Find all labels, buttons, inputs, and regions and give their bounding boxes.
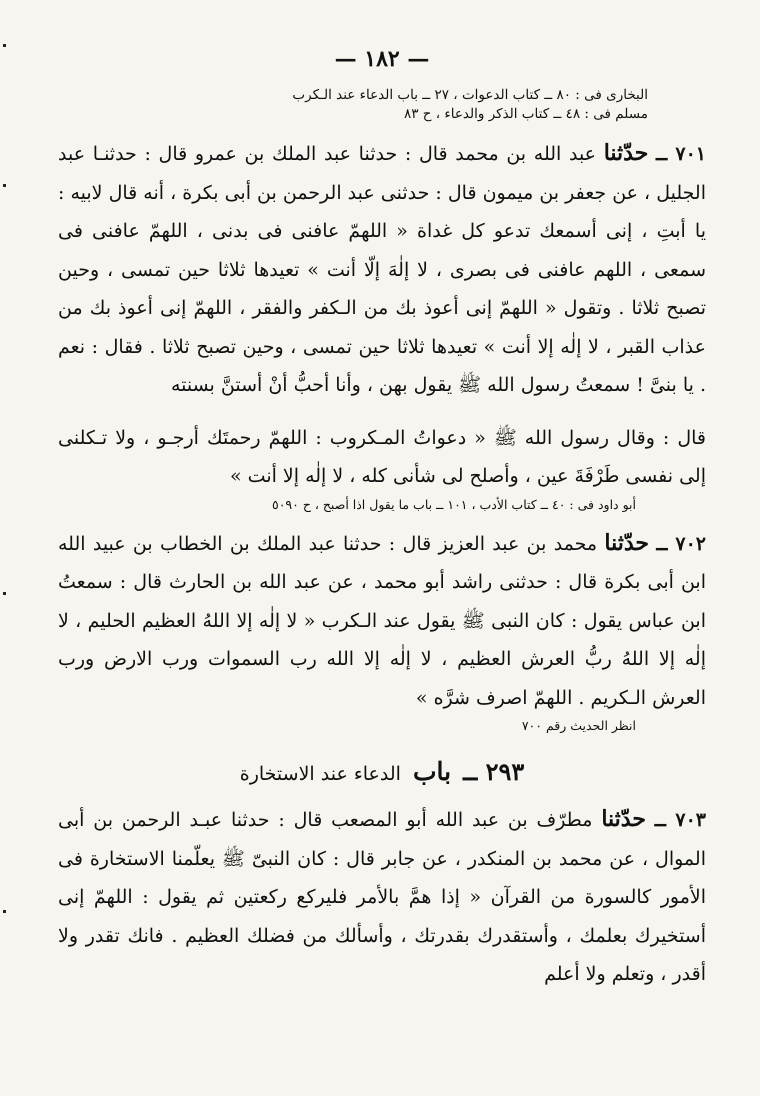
hadith-number: ٧٠١ ــ — [656, 143, 706, 165]
page-number: — ١٨٢ — — [334, 46, 430, 72]
chapter-heading — [58, 757, 706, 786]
chapter-label: باب — [412, 757, 452, 786]
scan-mark — [3, 184, 6, 187]
reference-line: انظر الحديث رقم ٧٠٠ — [521, 718, 636, 733]
book-page — [58, 46, 706, 994]
scan-mark — [3, 44, 6, 47]
scan-mark — [3, 910, 6, 913]
hadith-text: مطرّف بن عبد الله أبو المصعب قال : حدثنا عبـد الرحمن بن أبى الموال ، عن محمد بن المنكدر ، عن جابر قال : كان النبىّ ﷺ يعلّمنا الاستخارة فى الأمور كالسورة من القرآن « إذا همَّ بالأمر فليركع ركعتين ثم يقول : اللهمّ إنى أستخيرك بعلمك ، وأستقدرك بقدرتك ، وأسألك من فضلك العظيم . فانك تقدر ولا أقدر ، وتعلم ولا أعلم — [58, 809, 707, 985]
reference-line: مسلم فى : ٤٨ ــ كتاب الذكر والدعاء ، ح ٨٣ — [403, 106, 648, 122]
hadith-text: عبد الله بن محمد قال : حدثنا عبد الملك بن عمرو قال : حدثنـا عبد الجليل ، عن جعفر بن ميمون قال : حدثنى عبد الرحمن بن أبى بكرة ، أنه قال لابيه : يا أبتِ ، إنى أسمعك تدعو كل غداة « اللهمّ عافنى فى بدنى ، اللهمّ عافنى فى سمعى ، اللهم عافنى فى بصرى ، لا إلٰهَ إلّا أنت » تعيدها ثلاثا حين تمسى ، وحين تصبح ثلاثا . وتقول « اللهمّ إنى أعوذ بك من الـكفر والفقر ، اللهمّ إنى أعوذ بك من عذاب القبر ، لا إلٰه إلا أنت » تعيدها ثلاثا حين تمسى ، وحين تصبح ثلاثا . فقال : نعم . يا بنىَّ ! سمعتُ رسول الله ﷺ يقول بهن ، وأنا أحبُّ أنْ أستنَّ بسنته — [58, 143, 706, 396]
haddathana-word: حدّثنا — [604, 529, 650, 556]
scan-mark — [3, 592, 6, 595]
hadith-number: ٧٠٣ ــ — [654, 809, 706, 831]
reference-line: البخارى فى : ٨٠ ــ كتاب الدعوات ، ٢٧ ــ باب الدعاء عند الـكرب — [292, 87, 648, 103]
hadith-703 — [58, 800, 706, 994]
hadith-text: محمد بن عبد العزيز قال : حدثنا عبد الملك بن الخطاب بن عبيد الله ابن أبى بكرة قال : حدثنى راشد أبو محمد ، عن عبد الله بن الحارث قال : سمعتُ ابن عباس يقول : كان النبى ﷺ يقول عند الـكرب « لا إلٰه إلا اللهُ العظيم الحليم ، لا إلٰه إلا اللهُ ربُّ العرش العظيم ، لا إلٰه إلا الله رب السموات ورب الارض ورب العرش الـكريم . اللهمّ اصرف شرَّه » — [58, 532, 706, 709]
hadith-number: ٧٠٢ ــ — [656, 532, 706, 555]
chapter-number: ٢٩٣ ــ — [463, 757, 525, 786]
chapter-title: الدعاء عند الاستخارة — [239, 763, 401, 785]
reference-line: أبو داود فى : ٤٠ ــ كتاب الأدب ، ١٠١ ــ باب ما يقول اذا أصبح ، ح ٥٠٩٠ — [271, 496, 636, 512]
haddathana-word: حدّثنا — [603, 140, 649, 166]
hadith-702 — [58, 524, 706, 718]
hadith-701 — [58, 134, 706, 405]
hadith-701-continuation: قال : وقال رسول الله ﷺ « دعواتُ المـكروب : اللهمّ رحمتَك أرجـو ، ولا تـكلنى إلى نفسى طَرْفَةَ عين ، وأصلح لى شأنى كله ، لا إلٰه إلا أنت » — [58, 426, 706, 487]
haddathana-word: حدّثنا — [601, 806, 646, 832]
